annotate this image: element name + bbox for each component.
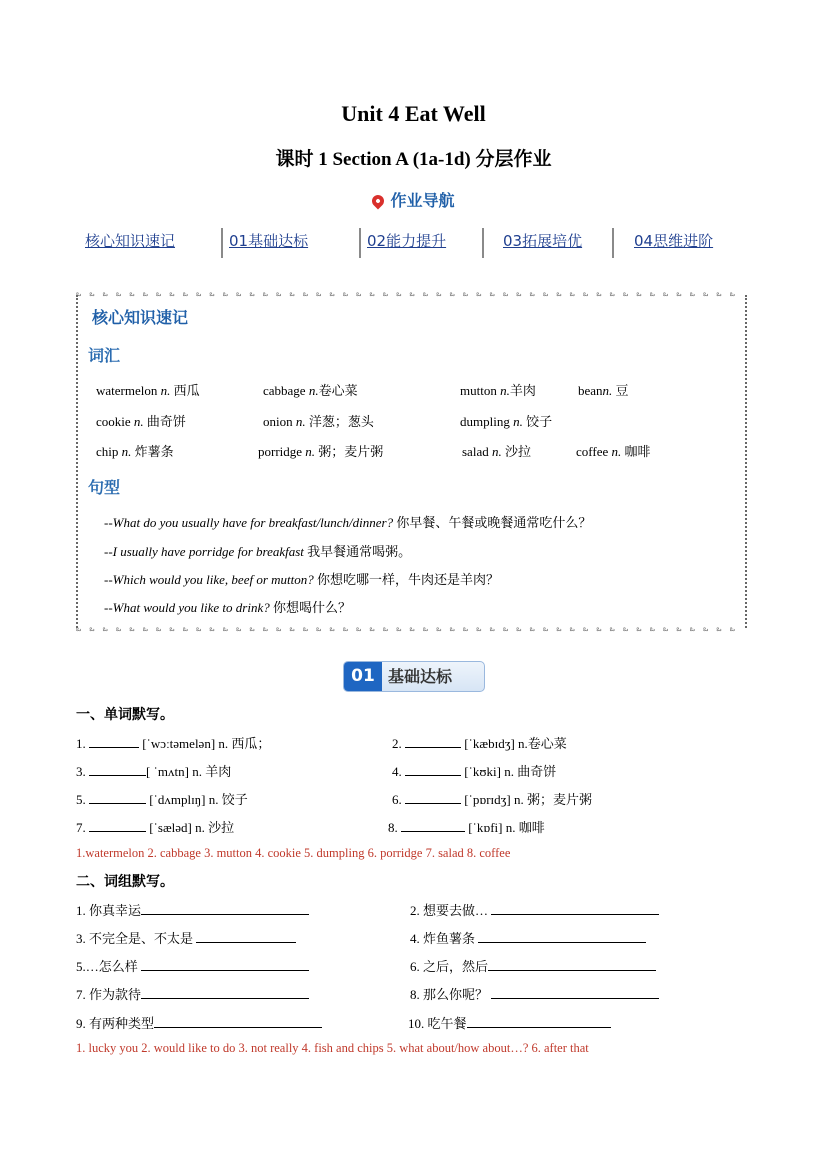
vocab-item: cookie n. 曲奇饼 <box>96 414 186 429</box>
nav-divider <box>359 228 361 258</box>
phrase-question: 1. 你真幸运 <box>76 900 309 919</box>
vocab-item: mutton n.羊肉 <box>460 383 536 398</box>
nav-heading <box>0 188 827 211</box>
answer-blank[interactable] <box>405 762 461 776</box>
nav-divider <box>221 228 223 258</box>
answer-blank[interactable] <box>154 1014 322 1028</box>
answer-blank[interactable] <box>478 929 646 943</box>
part2-heading: 二、词组默写。 <box>76 874 174 890</box>
sentence-item: --Which would you like, beef or mutton? 你想吃哪一样，牛肉还是羊肉？ <box>104 572 500 587</box>
knowledge-box <box>76 291 752 632</box>
vocab-item: coffee n. 咖啡 <box>576 444 651 459</box>
badge-label: 基础达标 <box>388 667 453 686</box>
word-question: 2. [ˈkæbɪdʒ] n.卷心菜 <box>392 736 567 751</box>
vocab-item: watermelon n. 西瓜 <box>96 383 200 398</box>
phrase-question: 6. 之后，然后 <box>410 956 656 975</box>
box-border-top: ఒ ఒ ఒ ఒ ఒ ఒ ఒ ఒ ఒ ఒ ఒ ఒ ఒ ఒ ఒ ఒ ఒ ఒ ఒ ఒ ఒ ఒ ఒ ఒ ఒ ఒ ఒ ఒ ఒ ఒ ఒ ఒ ఒ ఒ ఒ ఒ ఒ ఒ ఒ ఒ ఒ ఒ ఒ ఒ ఒ ఒ ఒ ఒ ఒ ఒ <box>76 291 738 297</box>
box-border-left <box>76 295 83 628</box>
box-border-right <box>745 295 752 628</box>
part1-heading: 一、单词默写。 <box>76 707 174 723</box>
answer-blank[interactable] <box>141 985 309 999</box>
answer-blank[interactable] <box>196 929 296 943</box>
vocab-item: cabbage n.卷心菜 <box>263 383 358 398</box>
answer-blank[interactable] <box>405 734 461 748</box>
word-question: 6. [ˈpɒrɪdʒ] n. 粥；麦片粥 <box>392 792 592 807</box>
phrase-question: 10. 吃午餐 <box>408 1013 611 1032</box>
vocab-item: salad n. 沙拉 <box>462 444 531 459</box>
location-pin-icon <box>370 193 387 210</box>
word-question: 4. [ˈkʊki] n. 曲奇饼 <box>392 764 557 779</box>
word-question: 8. [ˈkɒfi] n. 咖啡 <box>388 820 545 835</box>
box-border-bottom: ఒ ఒ ఒ ఒ ఒ ఒ ఒ ఒ ఒ ఒ ఒ ఒ ఒ ఒ ఒ ఒ ఒ ఒ ఒ ఒ ఒ ఒ ఒ ఒ ఒ ఒ ఒ ఒ ఒ ఒ ఒ ఒ ఒ ఒ ఒ ఒ ఒ ఒ ఒ ఒ ఒ ఒ ఒ ఒ ఒ ఒ ఒ ఒ ఒ ఒ <box>76 626 738 632</box>
vocab-item: chip n. 炸薯条 <box>96 444 174 459</box>
phrase-question: 4. 炸鱼薯条 <box>410 928 646 947</box>
nav-divider <box>612 228 614 258</box>
phrase-question: 2. 想要去做… <box>410 900 659 919</box>
sentence-item: --I usually have porridge for breakfast 我早餐通常喝粥。 <box>104 544 412 559</box>
answer-blank[interactable] <box>491 985 659 999</box>
phrase-question: 5.…怎么样 <box>76 956 309 975</box>
answer-blank[interactable] <box>401 818 465 832</box>
answer-blank[interactable] <box>89 762 146 776</box>
sentence-heading: 句型 <box>88 478 121 497</box>
answer-blank[interactable] <box>89 790 146 804</box>
page-subtitle: 课时 1 Section A (1a-1d) 分层作业 <box>275 149 552 170</box>
section-badge-basic <box>343 661 485 692</box>
vocab-item: porridge n. 粥；麦片粥 <box>258 444 384 459</box>
nav-link-extension[interactable]: 03拓展培优 <box>503 232 583 250</box>
part2-answer: 1. lucky you 2. would like to do 3. not really 4. fish and chips 5. what about/how about…? 6. after that <box>76 1041 589 1055</box>
nav-link-ability[interactable]: 02能力提升 <box>367 232 447 250</box>
answer-blank[interactable] <box>141 901 309 915</box>
word-question: 5. [ˈdʌmplɪŋ] n. 饺子 <box>76 792 248 807</box>
vocab-item: dumpling n. 饺子 <box>460 414 553 429</box>
nav-link-basic[interactable]: 01基础达标 <box>229 232 309 250</box>
sentence-item: --What do you usually have for breakfast/lunch/dinner? 你早餐、午餐或晚餐通常吃什么？ <box>104 515 592 530</box>
knowledge-heading: 核心知识速记 <box>92 308 189 327</box>
answer-blank[interactable] <box>491 901 659 915</box>
answer-blank[interactable] <box>141 957 309 971</box>
phrase-question: 8. 那么你呢？ <box>410 984 659 1003</box>
vocab-heading: 词汇 <box>88 346 121 365</box>
nav-divider <box>482 228 484 258</box>
word-question: 1. [ˈwɔːtəmelən] n. 西瓜； <box>76 736 271 751</box>
badge-number: 01 <box>344 662 382 691</box>
nav-link-thinking[interactable]: 04思维进阶 <box>634 232 714 250</box>
sentence-item: --What would you like to drink? 你想喝什么？ <box>104 600 351 615</box>
word-question: 3. [ ˈmʌtn] n. 羊肉 <box>76 764 232 779</box>
part1-answer: 1.watermelon 2. cabbage 3. mutton 4. cookie 5. dumpling 6. porridge 7. salad 8. coffee <box>76 846 511 860</box>
phrase-question: 3. 不完全是、不太是 <box>76 928 296 947</box>
answer-blank[interactable] <box>89 818 146 832</box>
answer-blank[interactable] <box>467 1014 611 1028</box>
answer-blank[interactable] <box>405 790 461 804</box>
phrase-question: 7. 作为款待 <box>76 984 309 1003</box>
answer-blank[interactable] <box>89 734 139 748</box>
vocab-item: beann. 豆 <box>578 383 629 398</box>
page-title: Unit 4 Eat Well <box>341 101 486 126</box>
vocab-item: onion n. 洋葱；葱头 <box>263 414 374 429</box>
answer-blank[interactable] <box>488 957 656 971</box>
nav-heading-label: 作业导航 <box>390 191 455 210</box>
nav-link-core-knowledge[interactable]: 核心知识速记 <box>85 232 176 250</box>
word-question: 7. [ˈsæləd] n. 沙拉 <box>76 820 235 835</box>
phrase-question: 9. 有两种类型 <box>76 1013 322 1032</box>
